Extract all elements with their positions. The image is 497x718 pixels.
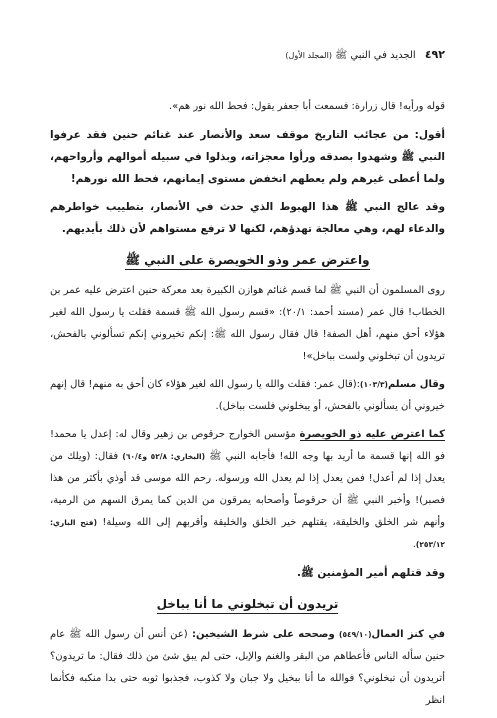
page-number: ٤٩٢ [424,48,445,61]
section-heading-text: واعترض عمر وذو الخويصرة على النبي ﷺ [125,253,369,270]
paragraph: وقد عالج النبي ﷺ هذا الهبوط الذي حدث في الأنصار، بتطييب خواطرهم والدعاء لهم، وهي معالجة تهدؤهم، لكنها لا ترفع مستواهم لأن ذلك بأيديهم. [50,201,445,235]
source-reference: (البخاري: ٥٢/٨ و٦٠/٤) [122,452,206,461]
section-heading-text: تريدون أن تبخلوني ما أنا بباخل [157,597,339,614]
paragraph [50,374,445,418]
book-title: الجديد في النبي ﷺ [335,50,416,61]
source-name: في كنز العمال [371,629,445,640]
running-header [50,46,445,64]
paragraph-text: فقال: (ويلك من يعدل إذا لم أعدل! فمن يعدل إذا لم يعدل الله ورسوله. رحم الله موسى قد أوذي بأكثر من هذا فصبر)! وأخبر النبي ﷺ أن حرقوصاً وأصحابه يمرقون من الدين كما يمرق السهم من الرمية، وأنهم شر الخلق والخليقة، يقتلهم خير الخلق والخليقة وأقربهم إلى الله وسيلة! [50,451,446,528]
source-note: وصححه على شرط الشيخين: [187,629,340,640]
paragraph: روى المسلمون أن النبي ﷺ لما قسم غنائم هوازن الكبيرة بعد معركة حنين اعترض عليه عمر بن الخطاب! قال عمر (مسند أحمد: ٢٠/١): «قسم رسول الله ﷺ قسمة فقلت يا رسول الله لغير هؤلاء أحق منهم، أهل الصفة! قال فقال رسول الله ﷺ: إنكم تخيروني إنكم تسألوني بالفحش، تريدون أن تبخلوني ولست بباخل»! [50,285,445,362]
underlined-lead: كما اعترض عليه ذو الخويصرة [299,429,445,440]
source-reference: (١٠٣/٣) [360,380,388,389]
paragraph: أقول: من عجائب التاريخ موقف سعد والأنصار عند غنائم حنين فقد عرفوا النبي ﷺ وشهدوا بصدقه ورأوا معجزاته، وبذلوا في سبيله أموالهم وأرواحهم، ولما أعطى غيرهم ولم يعطهم انخفض مستوى إيمانهم، فحط الله نورهم! [50,129,445,185]
paragraph-text: . [412,539,416,550]
paragraph: وقد قتلهم أمير المؤمنين ﷺ. [297,567,445,579]
source-reference: (فتح الباري: ٢٥٣/١٢) [50,518,445,549]
section-heading [50,250,445,270]
paragraph-text: (عن أنس أن رسول الله ﷺ عام حنين سأله الناس فأعطاهم من البقر والغنم والإبل، حتى لم يبق شئ من ذلك فقال: ما تريدون؟ أتريدون أن تبخلوني؟ فوالله ما أنا ببخيل ولا جبان ولا كذوب، فجذبوا ثوبه حتى بدا منكبه فكأنما انظر [50,629,445,706]
source-name: وقال مسلم [387,379,445,390]
section-heading [50,594,445,614]
paragraph: قوله ورأيه! قال زرارة: فسمعت أبا جعفر يقول: فحط الله نور هم». [168,101,445,112]
volume-label: (المجلد الأول) [285,51,332,60]
source-reference: (٥٤٩/١٠) [339,630,372,639]
paragraph [50,424,445,556]
paragraph-text: :(قال عمر: فقلت والله يا رسول الله لغير هؤلاء كان أحق به منهم! قال إنهم خيروني أن يسألوني بالفحش، أو يبخلوني فلست بباخل). [50,379,445,412]
paragraph-text: مؤسس الخوارج حرقوص بن زهير وقال له: إعدل يا محمد! فو الله إنها قسمة ما أريد بها وجه الله! فأجابه النبي ﷺ [50,429,445,462]
body-text [50,96,445,718]
paragraph [50,624,445,712]
